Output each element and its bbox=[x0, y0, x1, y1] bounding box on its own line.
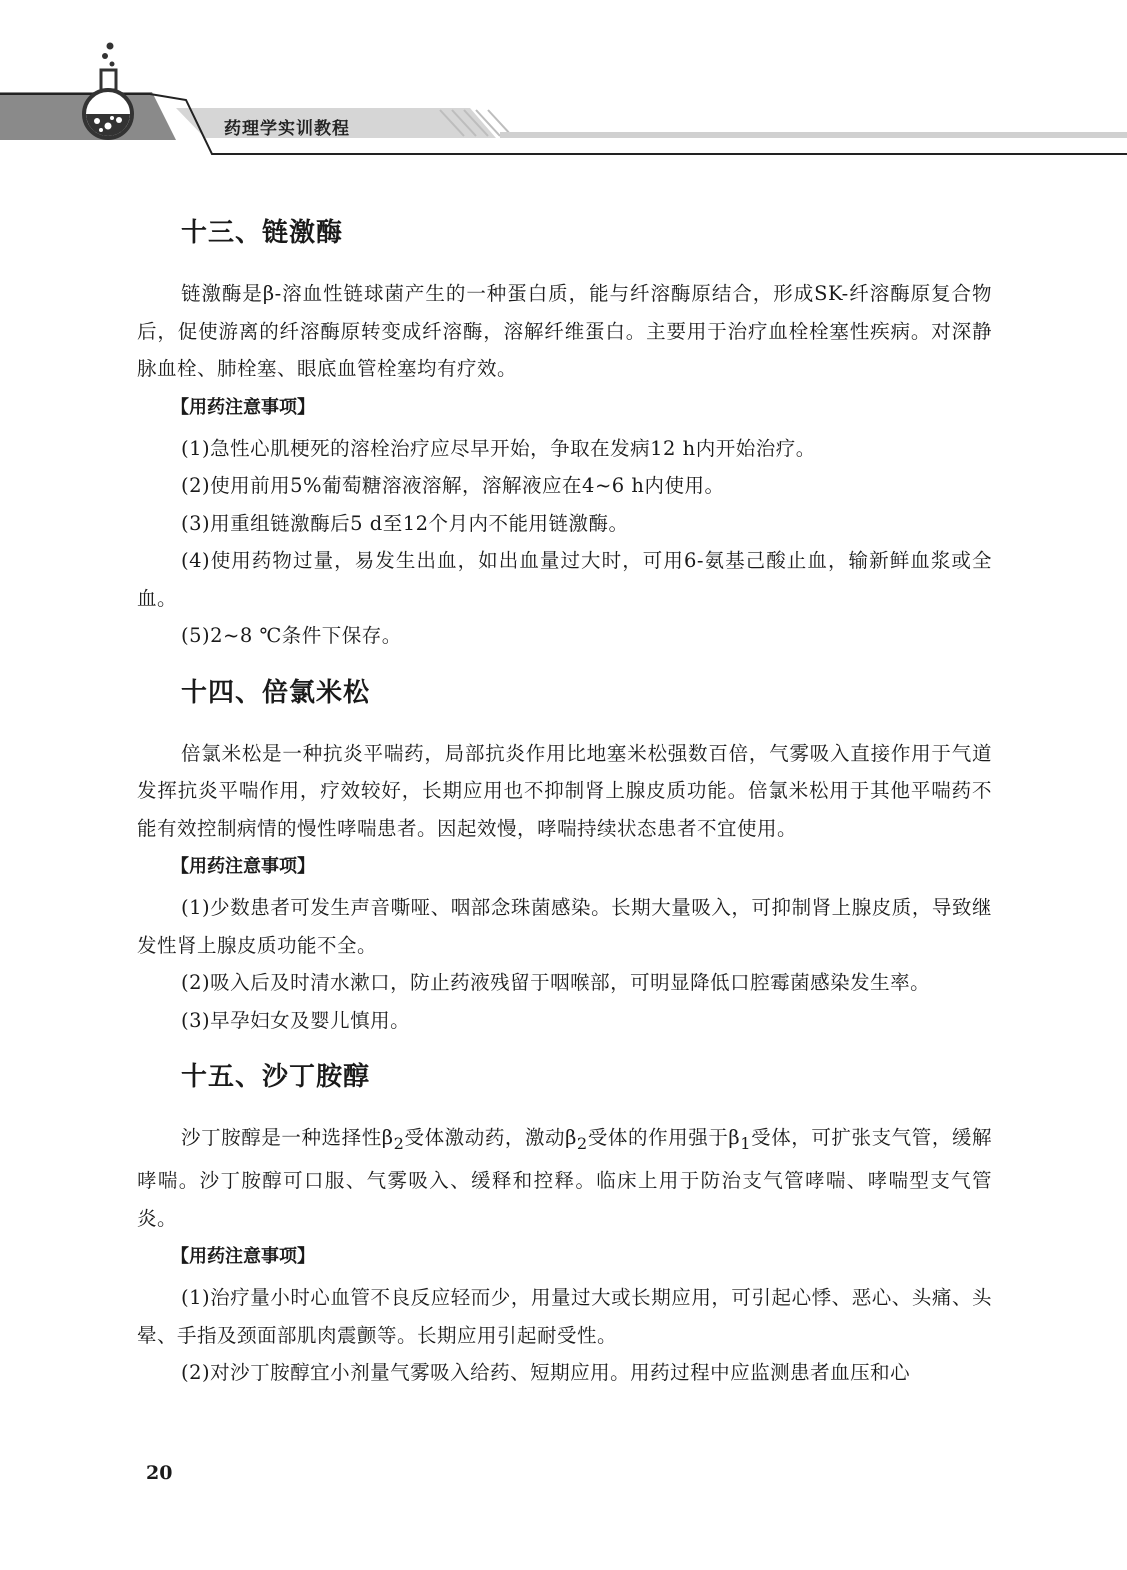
header-banner bbox=[0, 0, 1127, 170]
notice-item: (3)早孕妇女及婴儿慎用。 bbox=[181, 1008, 411, 1032]
intro-text: 受体的作用强于β bbox=[587, 1126, 741, 1149]
header-rule bbox=[0, 94, 1127, 154]
subscript: 2 bbox=[576, 1133, 588, 1153]
notice-heading: 【用药注意事项】 bbox=[171, 856, 315, 877]
subscript: 1 bbox=[740, 1133, 752, 1153]
notice-item: (3)用重组链激酶后5 d至12个月内不能用链激酶。 bbox=[181, 511, 629, 535]
notice-item: (2)对沙丁胺醇宜小剂量气雾吸入给药、短期应用。用药过程中应监测患者血压和心 bbox=[181, 1361, 911, 1385]
intro-text: 沙丁胺醇是一种选择性β bbox=[181, 1126, 394, 1149]
header-right-bar bbox=[500, 132, 1127, 138]
notice-item: (4)使用药物过量，易发生出血，如出血量过大时，可用6-氨基己酸止血，输新鲜血浆或全血。 bbox=[137, 549, 992, 610]
notice-item: (2)使用前用5%葡萄糖溶液溶解，溶解液应在4~6 h内使用。 bbox=[181, 474, 725, 497]
intro-text: 受体激动药，激动β bbox=[404, 1126, 577, 1149]
book-title: 药理学实训教程 bbox=[224, 119, 350, 139]
section-title-salbutamol: 十五、沙丁胺醇 bbox=[181, 1062, 371, 1092]
section-intro bbox=[137, 1119, 992, 1237]
subscript: 2 bbox=[393, 1133, 405, 1153]
notice-item: (1)急性心肌梗死的溶栓治疗应尽早开始，争取在发病12 h内开始治疗。 bbox=[181, 436, 816, 460]
intro-text: 受体，可扩张支气管，缓解哮喘。沙丁胺醇可口服、气雾吸入、缓释和控释。临床上用于防治支气管哮喘、哮喘型支气管炎。 bbox=[137, 1126, 992, 1230]
notice-item: (1)少数患者可发生声音嘶哑、咽部念珠菌感染。长期大量吸入，可抑制肾上腺皮质，导致继发性肾上腺皮质功能不全。 bbox=[137, 896, 992, 957]
section-title-streptokinase: 十三、链激酶 bbox=[181, 218, 344, 248]
notice-item: (5)2~8 ℃条件下保存。 bbox=[181, 624, 402, 647]
section-intro: 链激酶是β-溶血性链球菌产生的一种蛋白质，能与纤溶酶原结合，形成SK-纤溶酶原复合物后，促使游离的纤溶酶原转变成纤溶酶，溶解纤维蛋白。主要用于治疗血栓栓塞性疾病。对深静脉血栓、肺栓塞、眼底血管栓塞均有疗效。 bbox=[137, 282, 992, 380]
notice-heading: 【用药注意事项】 bbox=[171, 1246, 315, 1268]
flask-icon bbox=[84, 43, 132, 139]
section-title-beclomethasone: 十四、倍氯米松 bbox=[181, 677, 371, 708]
page-number: 20 bbox=[146, 1462, 173, 1484]
section-intro: 倍氯米松是一种抗炎平喘药，局部抗炎作用比地塞米松强数百倍，气雾吸入直接作用于气道发挥抗炎平喘作用，疗效较好，长期应用也不抑制肾上腺皮质功能。倍氯米松用于其他平喘药不能有效控制病情的慢性哮喘患者。因起效慢，哮喘持续状态患者不宜使用。 bbox=[137, 741, 992, 840]
notice-heading: 【用药注意事项】 bbox=[171, 396, 315, 418]
notice-item: (1)治疗量小时心血管不良反应轻而少，用量过大或长期应用，可引起心悸、恶心、头痛、头晕、手指及颈面部肌肉震颤等。长期应用引起耐受性。 bbox=[137, 1286, 992, 1347]
page-header bbox=[0, 0, 1127, 170]
notice-item: (2)吸入后及时清水漱口，防止药液残留于咽喉部，可明显降低口腔霉菌感染发生率。 bbox=[181, 971, 931, 994]
page-content bbox=[137, 205, 992, 1392]
